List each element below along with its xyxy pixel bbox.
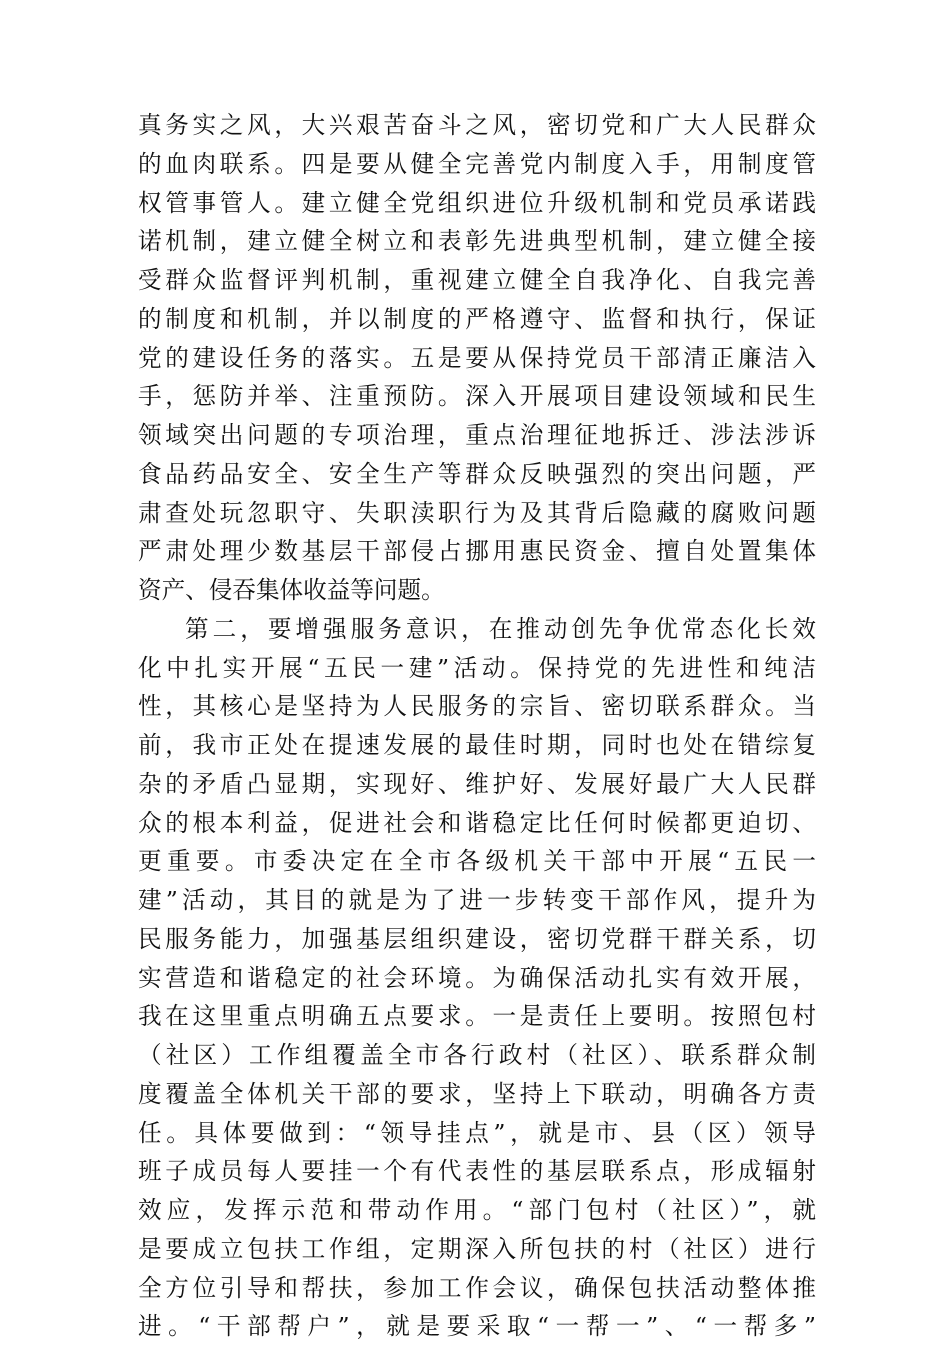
text-line: 进。“干部帮户”，就是要采取“一帮一”、“一帮多” — [138, 1312, 816, 1341]
paragraph-end-line: 资产、侵吞集体收益等问题。 — [138, 576, 445, 604]
text-line: 性，其核心是坚持为人民服务的宗旨、密切联系群众。当 — [138, 692, 816, 721]
text-line: 严肃处理少数基层干部侵占挪用惠民资金、擅自处置集体 — [138, 537, 816, 566]
text-line: 领域突出问题的专项治理，重点治理征地拆迁、涉法涉诉 — [138, 421, 816, 449]
text-line: 党的建设任务的落实。五是要从保持党员干部清正廉洁入 — [138, 343, 816, 372]
text-line: 众的根本利益，促进社会和谐稳定比任何时候都更迫切、 — [138, 808, 816, 837]
text-line: 手，惩防并举、注重预防。深入开展项目建设领域和民生 — [138, 382, 816, 411]
text-line: 化中扎实开展“五民一建”活动。保持党的先进性和纯洁 — [138, 653, 816, 682]
text-line: 班子成员每人要挂一个有代表性的基层联系点，形成辐射 — [138, 1157, 816, 1186]
text-line: 民服务能力，加强基层组织建设，密切党群干群关系，切 — [138, 924, 816, 953]
document-body — [138, 106, 816, 1346]
text-line: （社区）工作组覆盖全市各行政村（社区）、联系群众制 — [138, 1041, 816, 1069]
text-line: 全方位引导和帮扶，参加工作会议，确保包扶活动整体推 — [138, 1273, 816, 1302]
text-line: 真务实之风，大兴艰苦奋斗之风，密切党和广大人民群众 — [138, 111, 816, 139]
text-line: 食品药品安全、安全生产等群众反映强烈的突出问题，严 — [138, 459, 816, 488]
text-line: 的血肉联系。四是要从健全完善党内制度入手，用制度管 — [138, 149, 816, 178]
text-line: 杂的矛盾凸显期，实现好、维护好、发展好最广大人民群 — [138, 769, 816, 798]
text-line: 建”活动，其目的就是为了进一步转变干部作风，提升为 — [138, 886, 816, 914]
text-line: 诺机制，建立健全树立和表彰先进典型机制，建立健全接 — [138, 227, 816, 256]
text-line: 实营造和谐稳定的社会环境。为确保活动扎实有效开展， — [138, 963, 816, 992]
text-line: 更重要。市委决定在全市各级机关干部中开展“五民一 — [138, 847, 816, 876]
text-line: 任。具体要做到：“领导挂点”，就是市、县（区）领导 — [138, 1118, 816, 1147]
text-line: 受群众监督评判机制，重视建立健全自我净化、自我完善 — [138, 266, 816, 294]
text-line: 权管事管人。建立健全党组织进位升级机制和党员承诺践 — [138, 188, 816, 217]
text-line: 度覆盖全体机关干部的要求，坚持上下联动，明确各方责 — [138, 1079, 816, 1108]
text-line: 肃查处玩忽职守、失职渎职行为及其背后隐藏的腐败问题 — [138, 498, 816, 527]
text-line: 我在这里重点明确五点要求。一是责任上要明。按照包村 — [138, 1002, 816, 1031]
text-line: 前，我市正处在提速发展的最佳时期，同时也处在错综复 — [138, 731, 816, 759]
text-line: 的制度和机制，并以制度的严格遵守、监督和执行，保证 — [138, 304, 816, 333]
text-line: 是要成立包扶工作组，定期深入所包扶的村（社区）进行 — [138, 1234, 816, 1263]
text-line: 效应，发挥示范和带动作用。“部门包村（社区）”，就 — [138, 1196, 816, 1224]
paragraph-start-line: 第二，要增强服务意识，在推动创先争优常态化长效 — [185, 614, 816, 643]
